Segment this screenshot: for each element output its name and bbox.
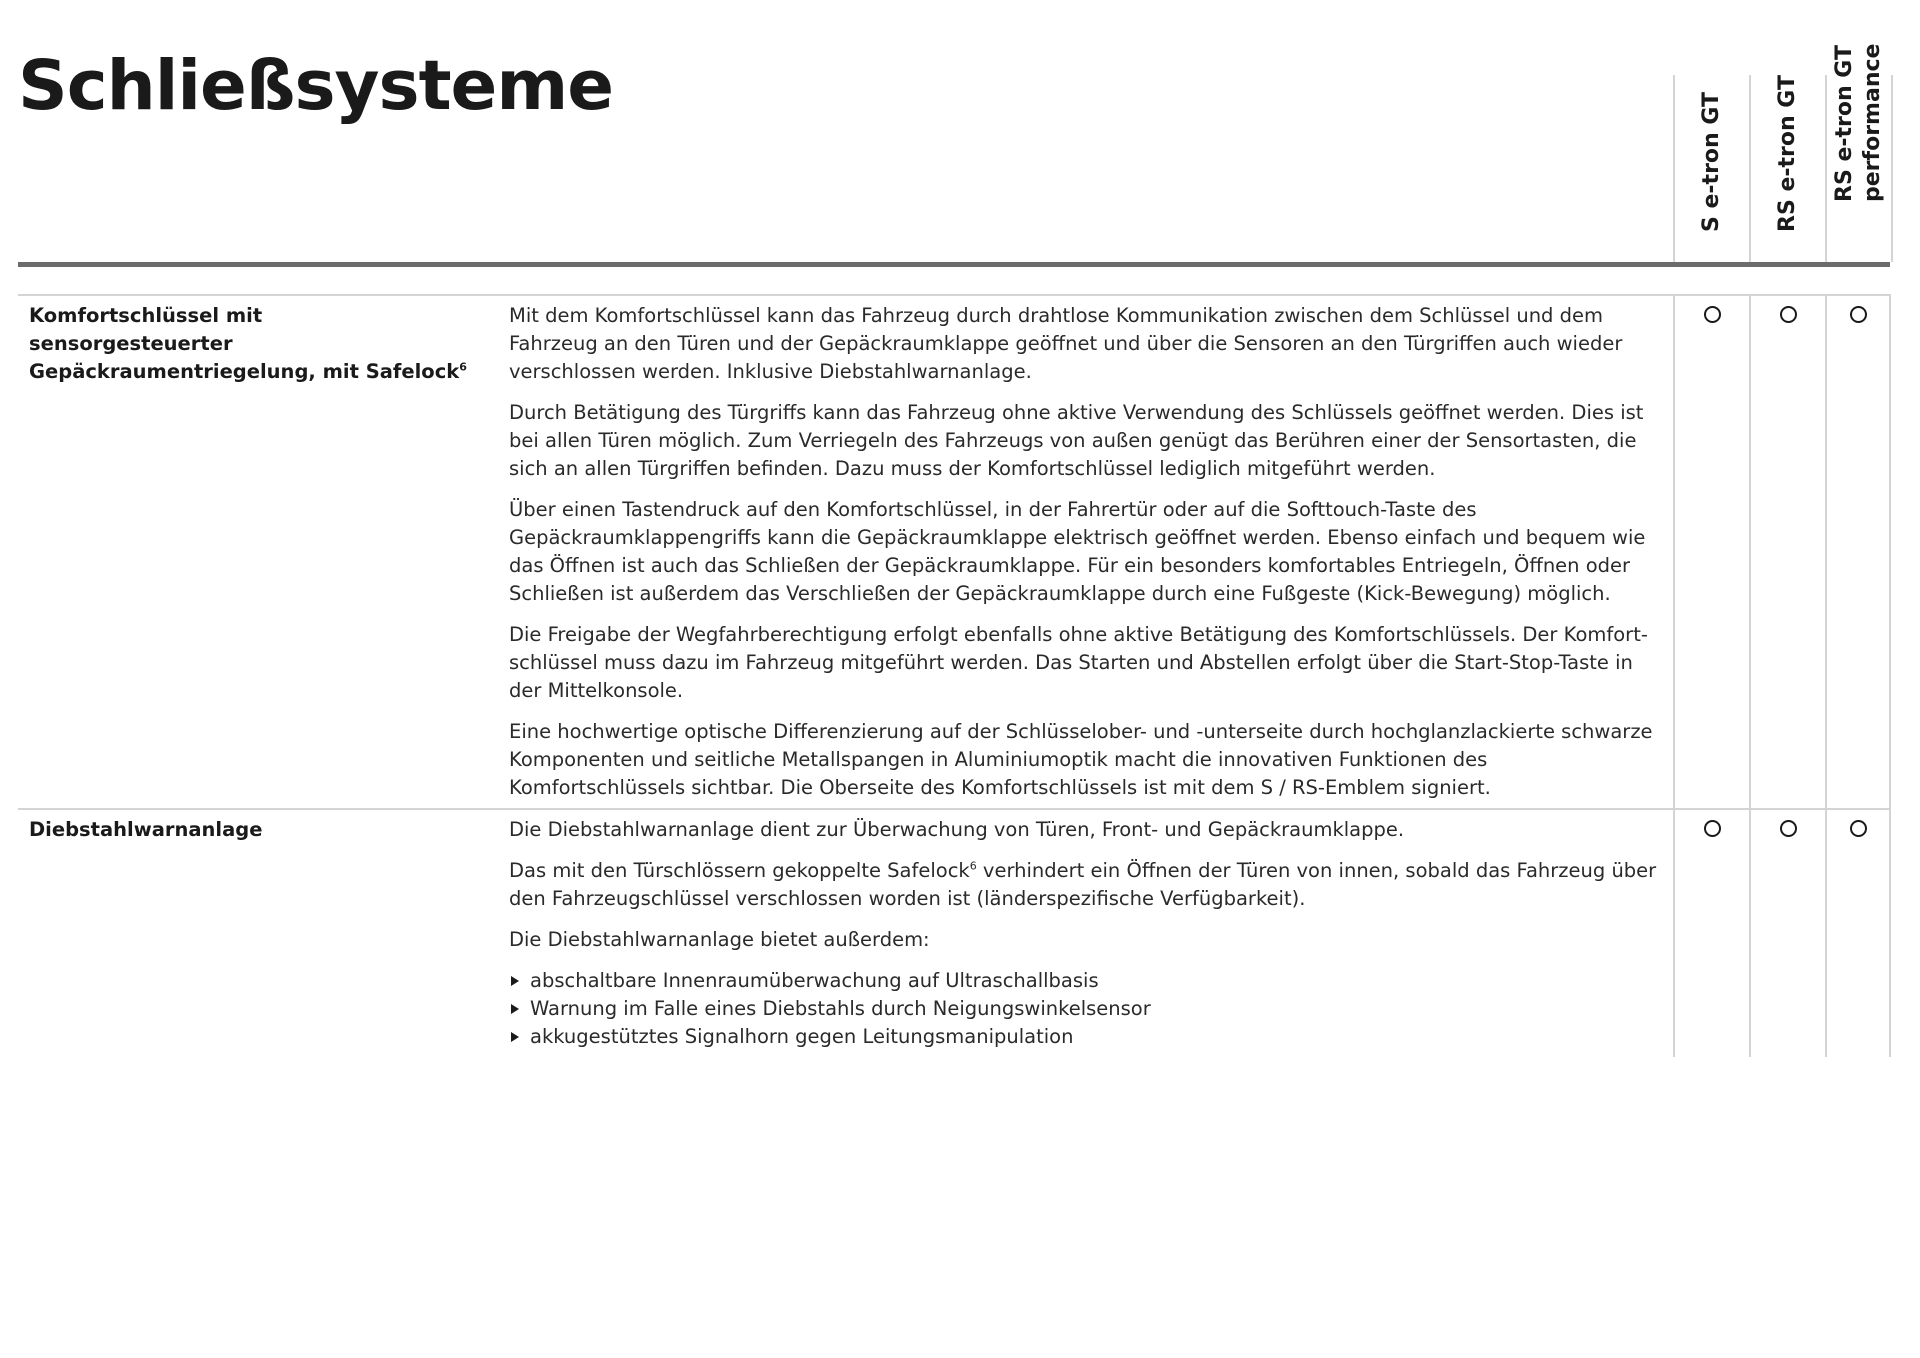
column-divider	[1749, 296, 1751, 810]
paragraph-text: verhindert ein Öffnen der Türen von innen, sobald das Fahrzeug über den Fahrzeugschlüssel verschlossen worden ist (länderspezifische Verfügbarkeit).	[509, 859, 1657, 910]
description-paragraph: Mit dem Komfortschlüssel kann das Fahrzeug durch drahtlose Kommunikation zwischen dem Schlüssel und dem Fahrzeug an den Türen und der Gepäckraumklappe geöffnet und über die Sensoren an den Türgriffen auch wieder verschlossen werden. Inklusive Diebstahlwarnanlage.	[509, 304, 1623, 383]
column-divider	[1825, 296, 1827, 810]
triangle-bullet-icon	[511, 1032, 519, 1042]
availability-rs-etron-gt-performance	[1827, 306, 1890, 327]
description-paragraph	[509, 857, 1665, 913]
availability-rs-etron-gt-performance	[1827, 820, 1890, 841]
column-divider	[1889, 296, 1891, 810]
description-paragraph: Über einen Tastendruck auf den Komfortschlüssel, in der Fahrertür oder auf die Softtouch-Taste des Gepäckraumklappengriffs kann die Gepäckraumklappe elektrisch geöffnet werden. Ebenso einfach und bequem wie das Öffnen ist auch das Schließen der Gepäckraumklappe. Für ein besonders komfortables Entriegeln, Öffnen oder Schließen ist außerdem das Verschließen der Gepäckraumklappe durch eine Fußgeste (Kick-Bewegung) möglich.	[509, 498, 1646, 605]
page-title: Schließsysteme	[18, 46, 614, 126]
column-divider	[1673, 810, 1675, 1057]
list-item-text: akkugestütztes Signalhorn gegen Leitungsmanipulation	[530, 1025, 1074, 1048]
column-divider	[1749, 810, 1751, 1057]
optional-circle-icon	[1850, 306, 1867, 323]
column-label: RS e-tron GT	[1775, 75, 1800, 232]
availability-s-etron-gt	[1675, 306, 1750, 327]
list-item	[509, 1023, 1665, 1051]
optional-circle-icon	[1780, 820, 1797, 837]
header-divider	[18, 262, 1890, 267]
feature-list	[509, 967, 1665, 1051]
optional-circle-icon	[1850, 820, 1867, 837]
description-paragraph: Die Diebstahlwarnanlage bietet außerdem:	[509, 928, 930, 951]
footnote-marker: 6	[459, 360, 467, 374]
list-item	[509, 995, 1665, 1023]
description-paragraph: Die Freigabe der Wegfahrberechtigung erfolgt ebenfalls ohne aktive Betätigung des Komfortschlüssels. Der Komfortschlüssel muss dazu im Fahrzeug mitgeführt werden. Das Starten und Abstellen erfolgt über die Start-Stop-Taste in der Mittelkonsole.	[509, 623, 1648, 702]
optional-circle-icon	[1780, 306, 1797, 323]
column-label-line-1: RS e-tron GT	[1832, 45, 1857, 202]
paragraph-text: Das mit den Türschlössern gekoppelte Safelock	[509, 859, 970, 882]
description-paragraph: Durch Betätigung des Türgriffs kann das Fahrzeug ohne aktive Verwendung des Schlüssels geöffnet werden. Dies ist bei allen Türen möglich. Zum Verriegeln des Fahrzeugs von außen genügt das Berühren einer der Sensortasten, die sich an allen Türgriffen befinden. Dazu muss der Komfortschlüssel lediglich mitgeführt werden.	[509, 401, 1644, 480]
description-paragraph: Die Diebstahlwarnanlage dient zur Überwachung von Türen, Front- und Gepäckraumklappe.	[509, 818, 1405, 841]
list-item	[509, 967, 1665, 995]
optional-circle-icon	[1704, 820, 1721, 837]
column-label-line-2: performance	[1860, 43, 1885, 202]
column-label-multiline	[1831, 44, 1887, 202]
availability-rs-etron-gt	[1751, 820, 1826, 841]
availability-s-etron-gt	[1675, 820, 1750, 841]
column-header-rs-etron-gt-performance	[1825, 43, 1893, 262]
column-header-s-etron-gt	[1673, 75, 1749, 262]
column-label: S e-tron GT	[1699, 91, 1724, 232]
triangle-bullet-icon	[511, 1004, 519, 1014]
row-description	[509, 816, 1665, 1051]
triangle-bullet-icon	[511, 976, 519, 986]
column-divider	[1673, 296, 1675, 810]
row-description	[509, 302, 1665, 815]
footnote-marker: 6	[969, 859, 977, 873]
list-item-text: abschaltbare Innenraumüberwachung auf Ultraschallbasis	[530, 969, 1099, 992]
availability-rs-etron-gt	[1751, 306, 1826, 327]
column-header-rs-etron-gt	[1749, 75, 1825, 262]
row-title-text: Komfortschlüssel mit sensorgesteuerter Gepäckraumentriegelung, mit Safelock	[29, 304, 460, 383]
table-row-diebstahlwarnanlage	[18, 808, 1891, 1057]
optional-circle-icon	[1704, 306, 1721, 323]
column-divider	[1825, 810, 1827, 1057]
list-item-text: Warnung im Falle eines Diebstahls durch Neigungswinkelsensor	[530, 997, 1151, 1020]
description-paragraph: Eine hochwertige optische Differenzierung auf der Schlüsselober- und -unterseite durch hochglanzlackierte schwarze Komponenten und seitliche Metallspangen in Aluminiumoptik macht die innovativen Funktionen des Komfortschlüssels sichtbar. Die Oberseite des Komfortschlüssels ist mit dem S / RS-Emblem signiert.	[509, 720, 1653, 799]
row-title: Diebstahlwarnanlage	[29, 818, 263, 841]
column-divider	[1889, 810, 1891, 1057]
row-title	[29, 302, 469, 386]
table-row-komfortschluessel	[18, 294, 1891, 810]
